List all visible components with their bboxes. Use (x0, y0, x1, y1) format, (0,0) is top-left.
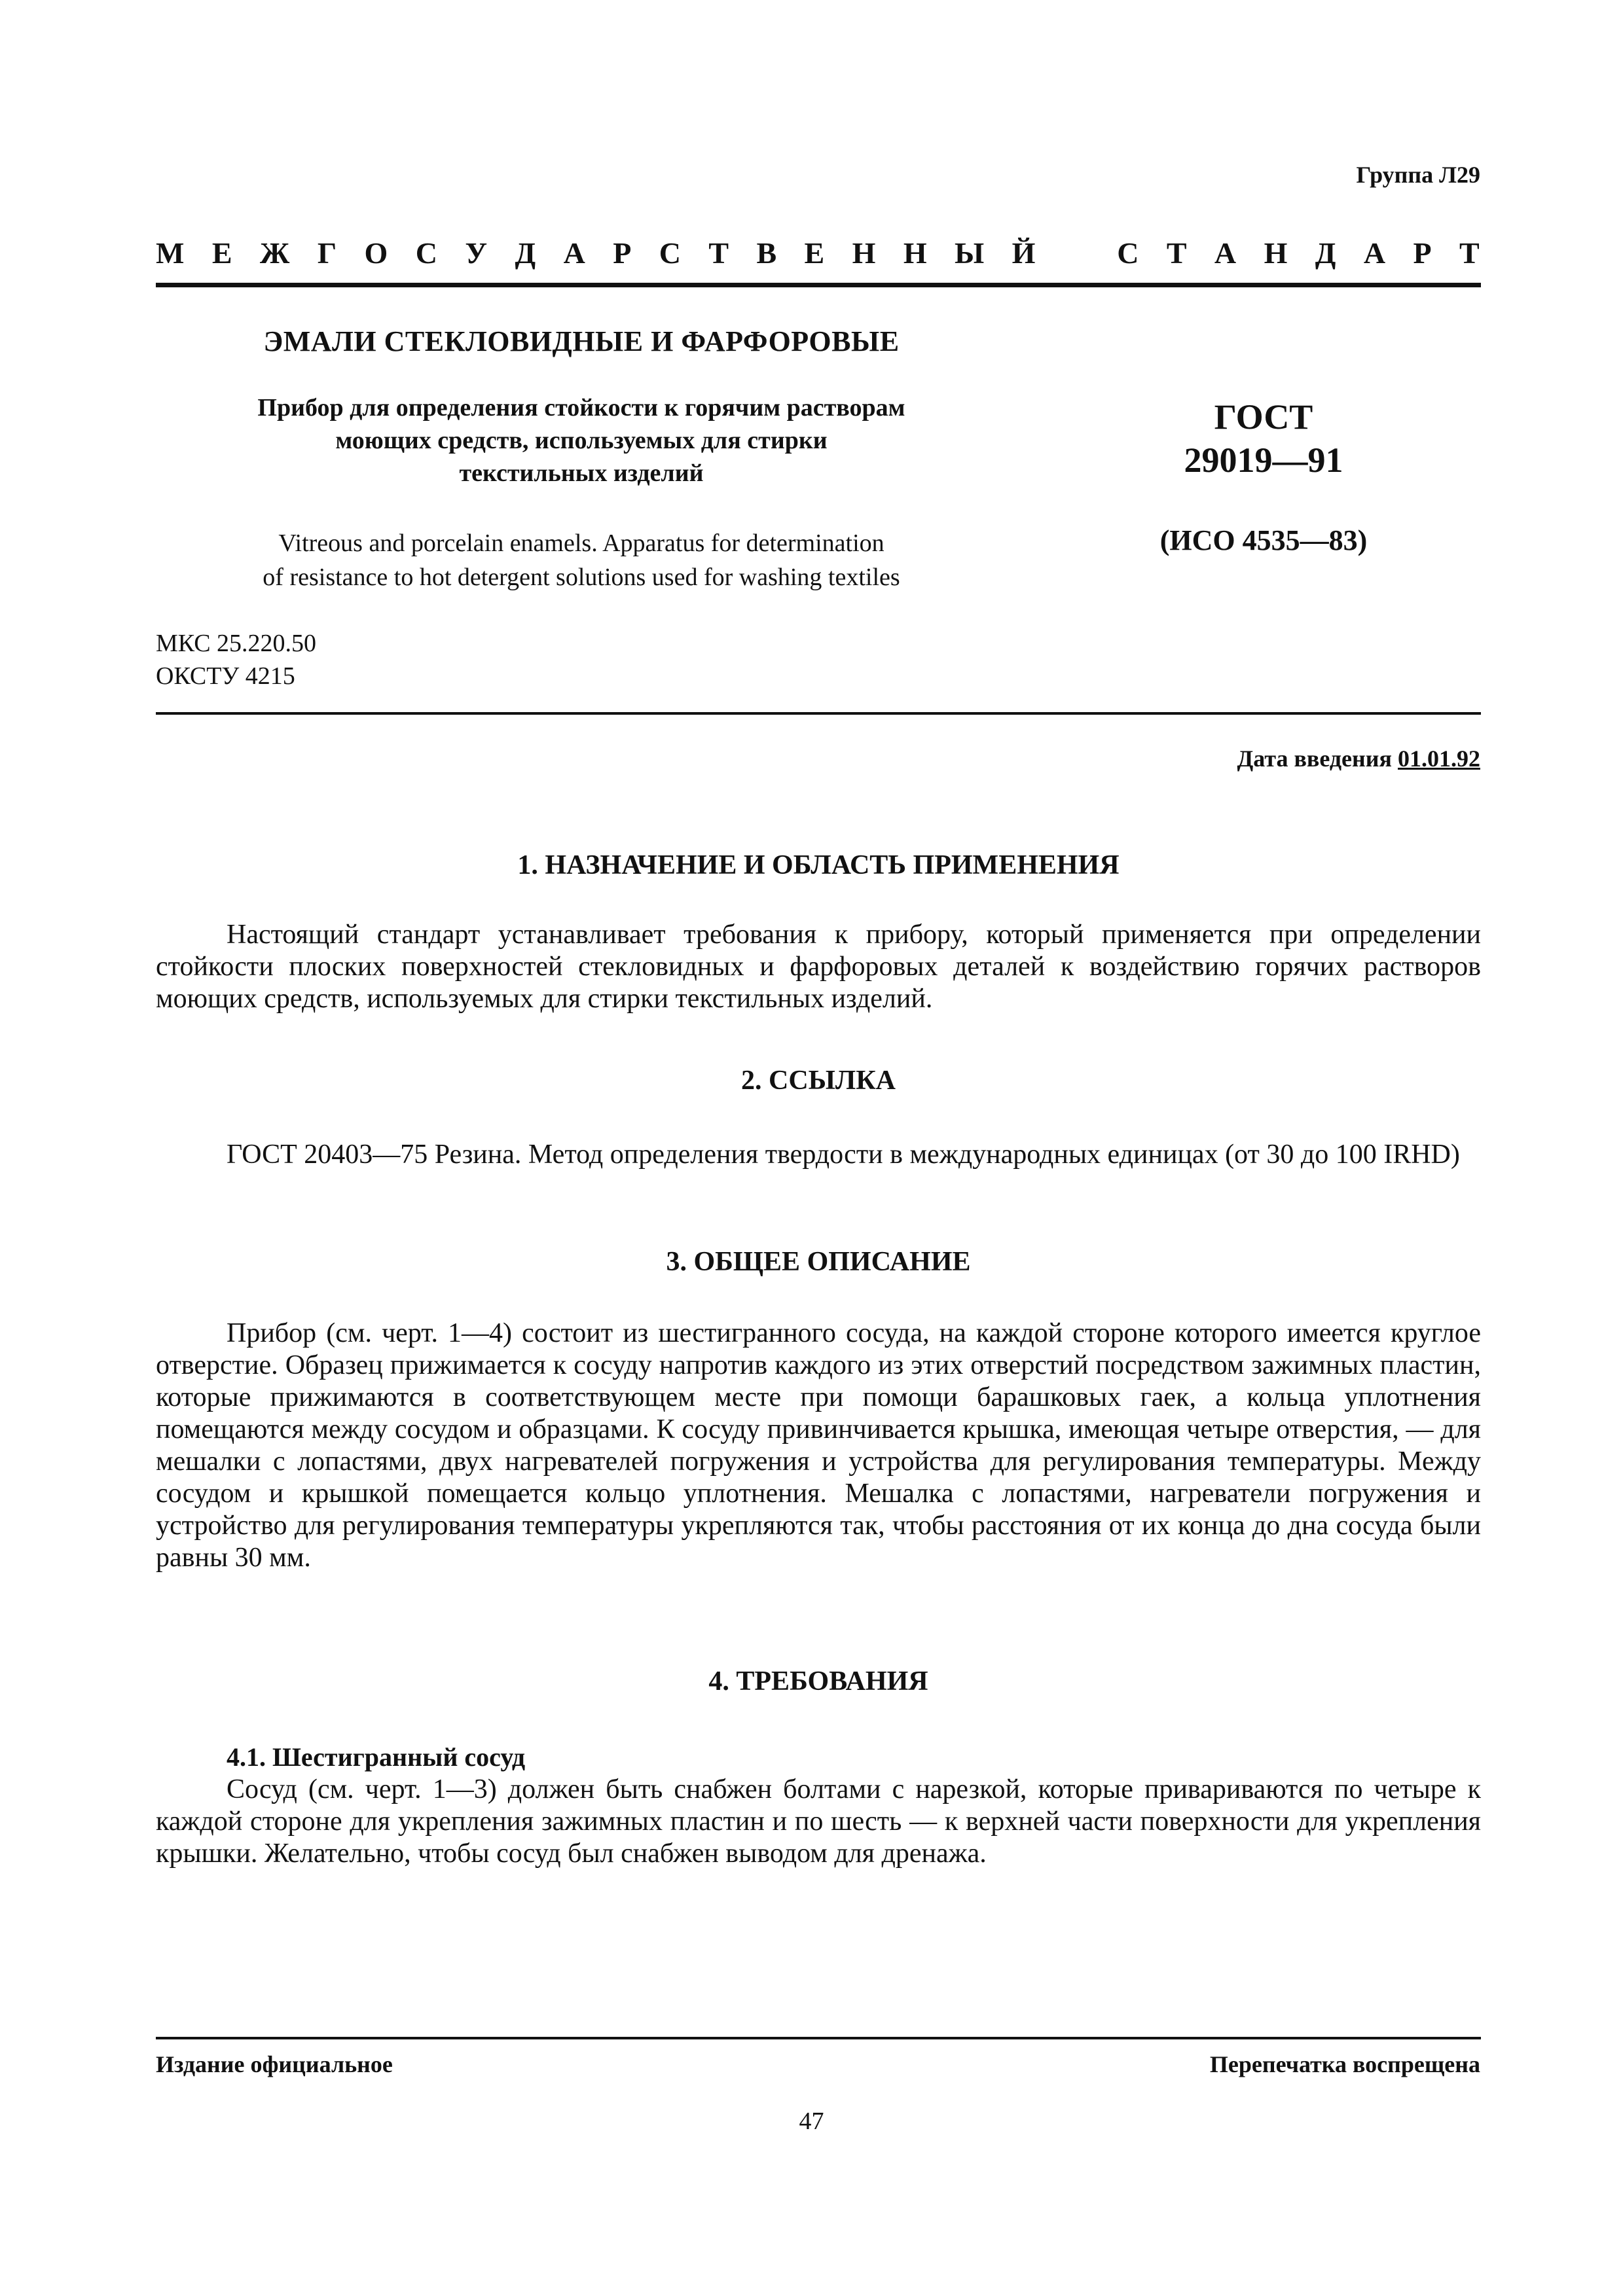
gost-label: ГОСТ (1214, 397, 1313, 437)
reprint-prohibited-note: Перепечатка воспрещена (1209, 2051, 1480, 2077)
section-2-heading: 2. ССЫЛКА (741, 1066, 896, 1096)
banner-letter: В (756, 236, 777, 270)
standard-banner (156, 236, 1480, 270)
banner-letter: Ж (259, 236, 290, 270)
mks-code: МКС 25.220.50 (156, 630, 317, 657)
banner-letter: Р (613, 236, 632, 270)
subtitle-line: моющих средств, используемых для стирки (335, 427, 828, 454)
subtitle-line: Прибор для определения стойкости к горячим растворам (257, 394, 905, 422)
subtitle-line: текстильных изделий (459, 459, 704, 487)
banner-letter: С (659, 236, 681, 270)
banner-letter: А (563, 236, 585, 270)
banner-letter: С (1117, 236, 1139, 270)
banner-letter: Е (211, 236, 232, 270)
banner-letter: Т (1166, 236, 1187, 270)
banner-letter: Г (317, 236, 337, 270)
banner-letter: Д (515, 236, 536, 270)
english-title-line: of resistance to hot detergent solutions used for washing textiles (263, 564, 900, 591)
group-label: Группа Л29 (1356, 162, 1480, 188)
footer-rule (156, 2037, 1481, 2039)
gost-number: 29019—91 (1184, 440, 1343, 480)
date-value: 01.01.92 (1398, 745, 1480, 772)
banner-letter: Н (903, 236, 927, 270)
introduction-date (1237, 745, 1481, 772)
classification-codes (156, 627, 316, 692)
section-1-heading: 1. НАЗНАЧЕНИЕ И ОБЛАСТЬ ПРИМЕНЕНИЯ (517, 850, 1120, 880)
subsection-4-1-heading: 4.1. Шестигранный сосуд (227, 1742, 526, 1772)
standard-subtitle (156, 391, 1007, 490)
gost-designation (1100, 395, 1427, 482)
iso-reference: (ИСО 4535—83) (1159, 524, 1368, 556)
banner-letter: Й (1012, 236, 1036, 270)
standard-title: ЭМАЛИ СТЕКЛОВИДНЫЕ И ФАРФОРОВЫЕ (263, 325, 900, 357)
english-title-line: Vitreous and porcelain enamels. Apparatus for determination (278, 529, 884, 557)
section-3-heading: 3. ОБЩЕЕ ОПИСАНИЕ (666, 1247, 971, 1277)
page-number: 47 (799, 2108, 824, 2135)
banner-letter: М (156, 236, 185, 270)
codes-rule (156, 712, 1481, 715)
banner-gap (1063, 236, 1089, 270)
english-title (156, 526, 1007, 594)
section-1-text: Настоящий стандарт устанавливает требования к прибору, который применяется при определении стойкости плоских поверхностей стекловидных и фарфоровых деталей к воздействию горячих растворов моющих средств, используемых для стирки текстильных изделий. (156, 920, 1481, 1014)
banner-letter: О (364, 236, 388, 270)
banner-letter: Д (1315, 236, 1336, 270)
section-3-text: Прибор (см. черт. 1—4) состоит из шестигранного сосуда, на каждой стороне которого имеется круглое отверстие. Образец прижимается к сосуду напротив каждого из этих отверстий посредством зажимных пластин, которые прижимаются в соответствующем месте при помощи барашковых гаек, а кольца уплотнения помещаются между сосудом и образцами. К сосуду привинчивается крышка, имеющая четыре отверстия, — для мешалки с лопастями, двух нагревателей погружения и устройства для регулирования температуры. Между сосудом и крышкой помещается кольцо уплотнения. Мешалка с лопастями, нагреватели погружения и устройство для регулирования температуры укрепляются так, чтобы расстояния от их конца до дна сосуда были равны 30 мм. (156, 1318, 1481, 1573)
banner-letter: А (1214, 236, 1237, 270)
banner-letter: Ы (955, 236, 985, 270)
banner-letter: Т (1459, 236, 1480, 270)
section-4-heading: 4. ТРЕБОВАНИЯ (708, 1666, 928, 1696)
banner-letter: А (1363, 236, 1386, 270)
date-label: Дата введения (1237, 745, 1392, 772)
banner-letter: У (465, 236, 488, 270)
official-edition-note: Издание официальное (156, 2051, 393, 2077)
banner-letter: С (415, 236, 437, 270)
banner-letter: Т (708, 236, 729, 270)
section-2-text: ГОСТ 20403—75 Резина. Метод определения твердости в международных единицах (от 30 до 100 IRHD) (227, 1139, 1460, 1170)
header-rule (156, 283, 1481, 287)
banner-letter: Н (852, 236, 876, 270)
okstu-code: ОКСТУ 4215 (156, 662, 295, 690)
banner-letter: Е (804, 236, 825, 270)
subsection-4-1-text: Сосуд (см. черт. 1—3) должен быть снабжен болтами с нарезкой, которые привариваются по четыре к каждой стороне для укрепления зажимных пластин и по шесть — к верхней части поверхности для укрепления крышки. Желательно, чтобы сосуд был снабжен выводом для дренажа. (156, 1774, 1481, 1869)
banner-letter: Р (1413, 236, 1432, 270)
banner-letter: Н (1264, 236, 1288, 270)
